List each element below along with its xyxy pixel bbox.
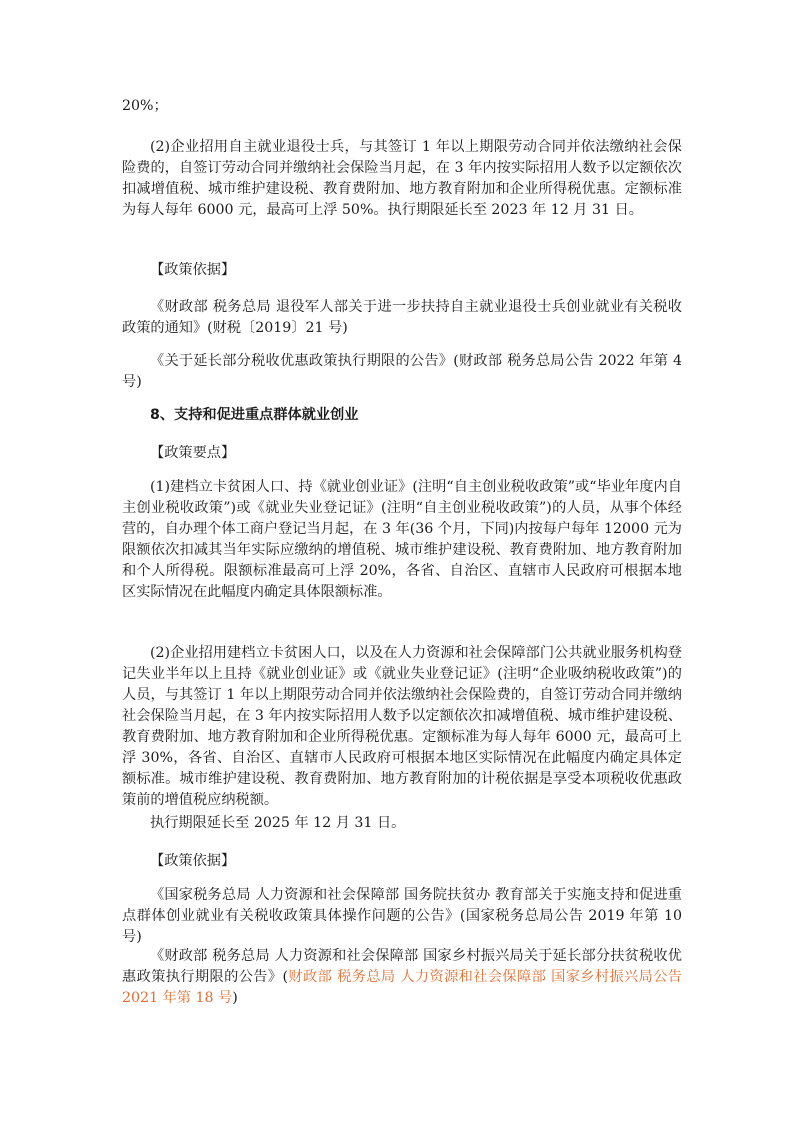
paragraph-basis-doc-4 <box>122 946 682 1009</box>
basis-doc-4-main: 《财政部 税务总局 人力资源和社会保障部 国家乡村振兴局关于延长部分扶贫税收优惠政策执行期限的公告》( <box>122 948 682 985</box>
basis-doc-4-highlight: 财政部 税务总局 人力资源和社会保障部 国家乡村振兴局公告 2021 年第 18 号 <box>122 969 682 1006</box>
heading-policy-points: 【政策要点】 <box>150 445 236 461</box>
paragraph-expiry: 执行期限延长至 2025 年 12 月 31 日。 <box>150 815 406 831</box>
paragraph-basis-doc-3: 《国家税务总局 人力资源和社会保障部 国务院扶贫办 教育部关于实施支持和促进重点群体创业就业有关税收政策具体操作问题的公告》(国家税务总局公告 2019 年第 10 号) <box>122 887 682 945</box>
basis-doc-4-end: ) <box>232 990 238 1006</box>
paragraph-basis-doc-1: 《财政部 税务总局 退役军人部关于进一步扶持自主就业退役士兵创业就业有关税收政策的通知》(财税〔2019〕21 号) <box>122 299 682 336</box>
heading-policy-basis-2: 【政策依据】 <box>150 853 236 869</box>
paragraph-veteran-employment: (2)企业招用自主就业退役士兵，与其签订 1 年以上期限劳动合同并依法缴纳社会保险费的，自签订劳动合同并缴纳社会保险当月起，在 3 年内按实际招用人数予以定额依次扣减增值税、城市维护建设税、教育费附加、地方教育附加和企业所得税优惠。定额标准为每人每年 6000 元，最高可上浮 50%。执行期限延长至 2023 年 12 月 31 日。 <box>122 139 682 218</box>
section-heading: 8、支持和促进重点群体就业创业 <box>150 407 359 423</box>
paragraph-poverty-individual: (1)建档立卡贫困人口、持《就业创业证》(注明“自主创业税收政策”或“毕业年度内自主创业税收政策”)或《就业失业登记证》(注明“自主创业税收政策”)的人员，从事个体经营的，自办理个体工商户登记当月起，在 3 年(36 个月，下同)内按每户每年 12000 元为限额依次扣减其当年实际应缴纳的增值税、城市维护建设税、教育费附加、地方教育附加和个人所得税。限额标准最高可上浮 20%，各省、自治区、直辖市人民政府可根据本地区实际情况在此幅度内确定具体限额标准。 <box>122 479 682 600</box>
paragraph-enterprise-hiring: (2)企业招用建档立卡贫困人口，以及在人力资源和社会保障部门公共就业服务机构登记失业半年以上且持《就业创业证》或《就业失业登记证》(注明“企业吸纳税收政策”)的人员，与其签订 1 年以上期限劳动合同并依法缴纳社会保险费的，自签订劳动合同并缴纳社会保险当月起，在 3 年内按实际招用人数予以定额依次扣减增值税、城市维护建设税、教育费附加、地方教育附加和企业所得税优惠。定额标准为每人每年 6000 元，最高可上浮 30%，各省、自治区、直辖市人民政府可根据本地区实际情况在此幅度内确定具体定额标准。城市维护建设税、教育费附加、地方教育附加的计税依据是享受本项税收优惠政策前的增值税应纳税额。 <box>122 645 682 808</box>
paragraph-fragment: 20%； <box>122 98 168 114</box>
paragraph-basis-doc-2: 《关于延长部分税收优惠政策执行期限的公告》(财政部 税务总局公告 2022 年第 4 号) <box>122 353 682 390</box>
heading-policy-basis: 【政策依据】 <box>150 262 236 278</box>
